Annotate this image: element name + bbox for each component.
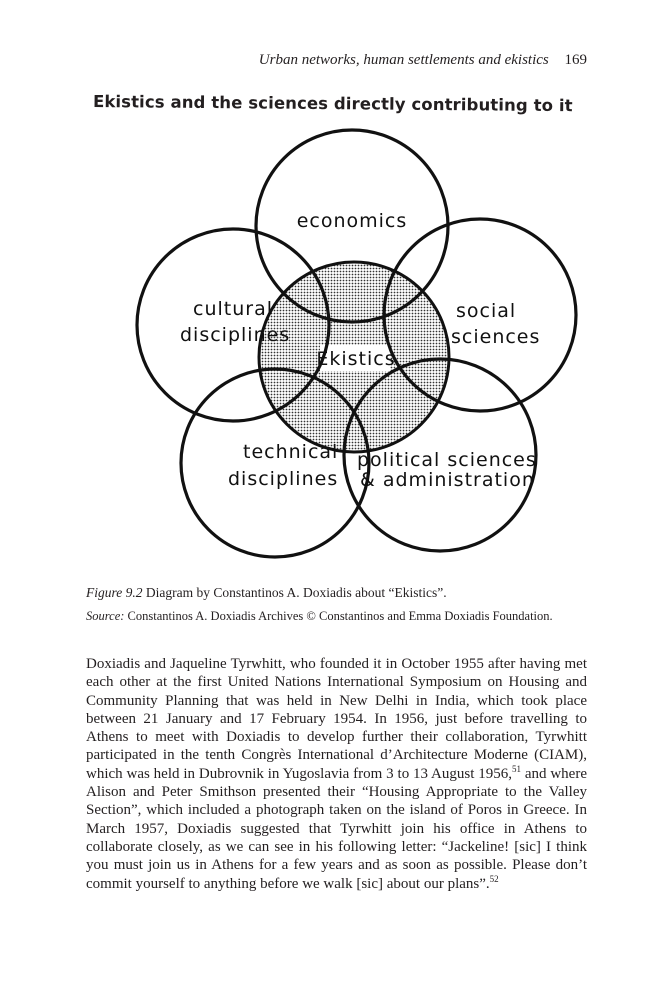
body-text-part1: Doxiadis and Jaqueline Tyrwhitt, who founded it in October 1955 after having met each other at the first United Nations International Symposium on Housing and Community Planning that was held in New Delhi in India, which took place between 21 January and 17 February 1954. In 1956, just before travelling to Athens to meet with Doxiadis to develop further their collaboration, Tyrwhitt participated in the tenth Congrès International d’Architecture Moderne (CIAM), which was held in Dubrovnik in Yugoslavia from 3 to 13 August 1956, xyxy=(86,656,587,782)
body-paragraph xyxy=(86,655,587,893)
label-social-line2: sciences xyxy=(451,326,541,348)
figure-title: Ekistics and the sciences directly contributing to it xyxy=(92,92,573,116)
label-technical-line2: disciplines xyxy=(228,468,339,490)
label-economics: economics xyxy=(296,210,408,232)
footnote-ref-52[interactable]: 52 xyxy=(489,873,499,884)
label-social-line1: social xyxy=(456,300,517,322)
footnote-ref-51[interactable]: 51 xyxy=(512,763,521,774)
label-political-line1: political sciences xyxy=(357,449,537,471)
figure-caption xyxy=(86,585,586,601)
label-cultural-line1: cultural xyxy=(193,298,273,320)
label-political-line2: & administration xyxy=(360,469,535,491)
label-ekistics: Ekistics xyxy=(316,348,396,370)
figure-caption-label: Figure 9.2 xyxy=(86,585,143,600)
body-text-part2: and where Alison and Peter Smithson presented their “Housing Appropriate to the Valley Section”, which included a photograph taken on the island of Poros in Greece. In March 1957, Doxiadis suggested that Tyrwhitt join his office in Athens to collaborate closely, as we can see in his following letter: “Jackeline! [sic] I think you must join us in Athens for a few years and as soon as possible. Please don’t commit yourself to anything before we walk [sic] about our plans”. xyxy=(86,765,587,892)
figure-source-text: Constantinos A. Doxiadis Archives © Constantinos and Emma Doxiadis Foundation. xyxy=(127,609,553,623)
figure-source xyxy=(86,609,606,624)
page-number: 169 xyxy=(564,52,587,68)
label-technical-line1: technical xyxy=(243,441,339,463)
figure-source-label: Source: xyxy=(86,609,125,623)
figure-caption-text: Diagram by Constantinos A. Doxiadis about “Ekistics”. xyxy=(145,585,447,600)
label-cultural-line2: disciplines xyxy=(180,324,291,346)
running-title: Urban networks, human settlements and ekistics xyxy=(258,52,549,68)
